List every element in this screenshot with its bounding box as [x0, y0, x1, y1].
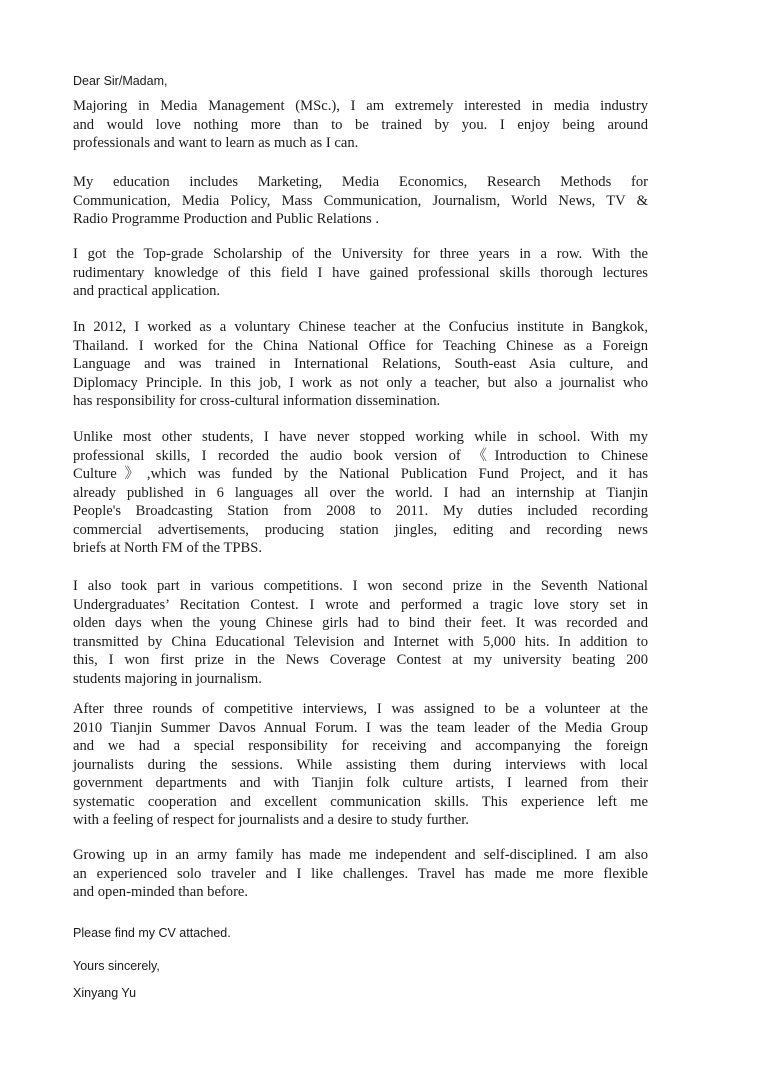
paragraph-competitions — [73, 577, 648, 688]
text-line: systematic cooperation and excellent communication skills. This experience left me — [73, 793, 648, 810]
paragraph-education — [73, 173, 648, 229]
salutation: Dear Sir/Madam, — [73, 74, 168, 88]
text-line: an experienced solo traveler and I like challenges. Travel has made me more flexible — [73, 865, 648, 882]
text-line: students majoring in journalism. — [73, 670, 262, 687]
text-line: 2010 Tianjin Summer Davos Annual Forum. I was the team leader of the Media Group — [73, 719, 648, 736]
text-line: Language and was trained in International Relations, South-east Asia culture, and — [73, 356, 648, 372]
text-line: Thailand. I worked for the China National Office for Teaching Chinese as a Foreign — [73, 337, 648, 354]
text-line: rudimentary knowledge of this field I have gained professional skills thorough lectures — [73, 264, 648, 281]
paragraph-intro — [73, 97, 648, 153]
text-line: with a feeling of respect for journalists and a desire to study further. — [73, 812, 469, 828]
closing: Yours sincerely, — [73, 959, 160, 973]
text-line: My education includes Marketing, Media Economics, Research Methods for — [73, 174, 648, 190]
text-line: professionals and want to learn as much as I can. — [73, 135, 359, 151]
paragraph-teaching — [73, 318, 648, 411]
paragraph-volunteer — [73, 700, 648, 830]
text-line: professional skills, I recorded the audio book version of 《Introduction to Chinese — [73, 447, 648, 464]
text-line: Diplomacy Principle. In this job, I work as not only a teacher, but also a journalist who — [73, 374, 648, 391]
attachment-note: Please find my CV attached. — [73, 926, 231, 940]
text-line: Radio Programme Production and Public Relations . — [73, 211, 380, 227]
text-line: journalists during the sessions. While assisting them during interviews with local — [73, 756, 648, 773]
text-line: has responsibility for cross-cultural information dissemination. — [73, 393, 441, 409]
text-line: After three rounds of competitive interviews, I was assigned to be a volunteer at the — [73, 701, 648, 717]
text-line: I got the Top-grade Scholarship of the University for three years in a row. With the — [73, 246, 648, 262]
text-line: this, I won first prize in the News Coverage Contest at my university beating 200 — [73, 652, 648, 668]
paragraph-scholarship — [73, 245, 648, 301]
text-line: People's Broadcasting Station from 2008 to 2011. My duties included recording — [73, 503, 648, 519]
text-line: Communication, Media Policy, Mass Communication, Journalism, World News, TV & — [73, 192, 648, 209]
paragraph-work-experience — [73, 428, 648, 558]
text-line: Culture》,which was funded by the National Publication Fund Project, and it has — [73, 466, 648, 482]
text-line: already published in 6 languages all over the world. I had an internship at Tianjin — [73, 484, 648, 501]
text-line: government departments and with Tianjin folk culture artists, I learned from their — [73, 775, 648, 791]
text-line: Growing up in an army family has made me independent and self-disciplined. I am also — [73, 847, 648, 863]
text-line: commercial advertisements, producing station jingles, editing and recording news — [73, 521, 648, 538]
text-line: briefs at North FM of the TPBS. — [73, 540, 263, 556]
text-line: Undergraduates’ Recitation Contest. I wrote and performed a tragic love story set in — [73, 596, 648, 613]
text-line: and would love nothing more than to be trained by you. I enjoy being around — [73, 116, 648, 133]
text-line: olden days when the young Chinese girls had to bind their feet. It was recorded and — [73, 615, 648, 631]
text-line: and we had a special responsibility for receiving and accompanying the foreign — [73, 738, 648, 754]
text-line: and practical application. — [73, 283, 221, 299]
text-line: and open-minded than before. — [73, 884, 249, 900]
text-line: I also took part in various competitions. I won second prize in the Seventh National — [73, 578, 648, 594]
text-line: In 2012, I worked as a voluntary Chinese teacher at the Confucius institute in Bangkok, — [73, 319, 648, 335]
signature: Xinyang Yu — [73, 986, 137, 1000]
text-line: Unlike most other students, I have never stopped working while in school. With my — [73, 429, 648, 445]
text-line: transmitted by China Educational Television and Internet with 5,000 hits. In addition to — [73, 633, 648, 650]
paragraph-personal — [73, 846, 648, 902]
text-line: Majoring in Media Management (MSc.), I am extremely interested in media industry — [73, 98, 648, 114]
